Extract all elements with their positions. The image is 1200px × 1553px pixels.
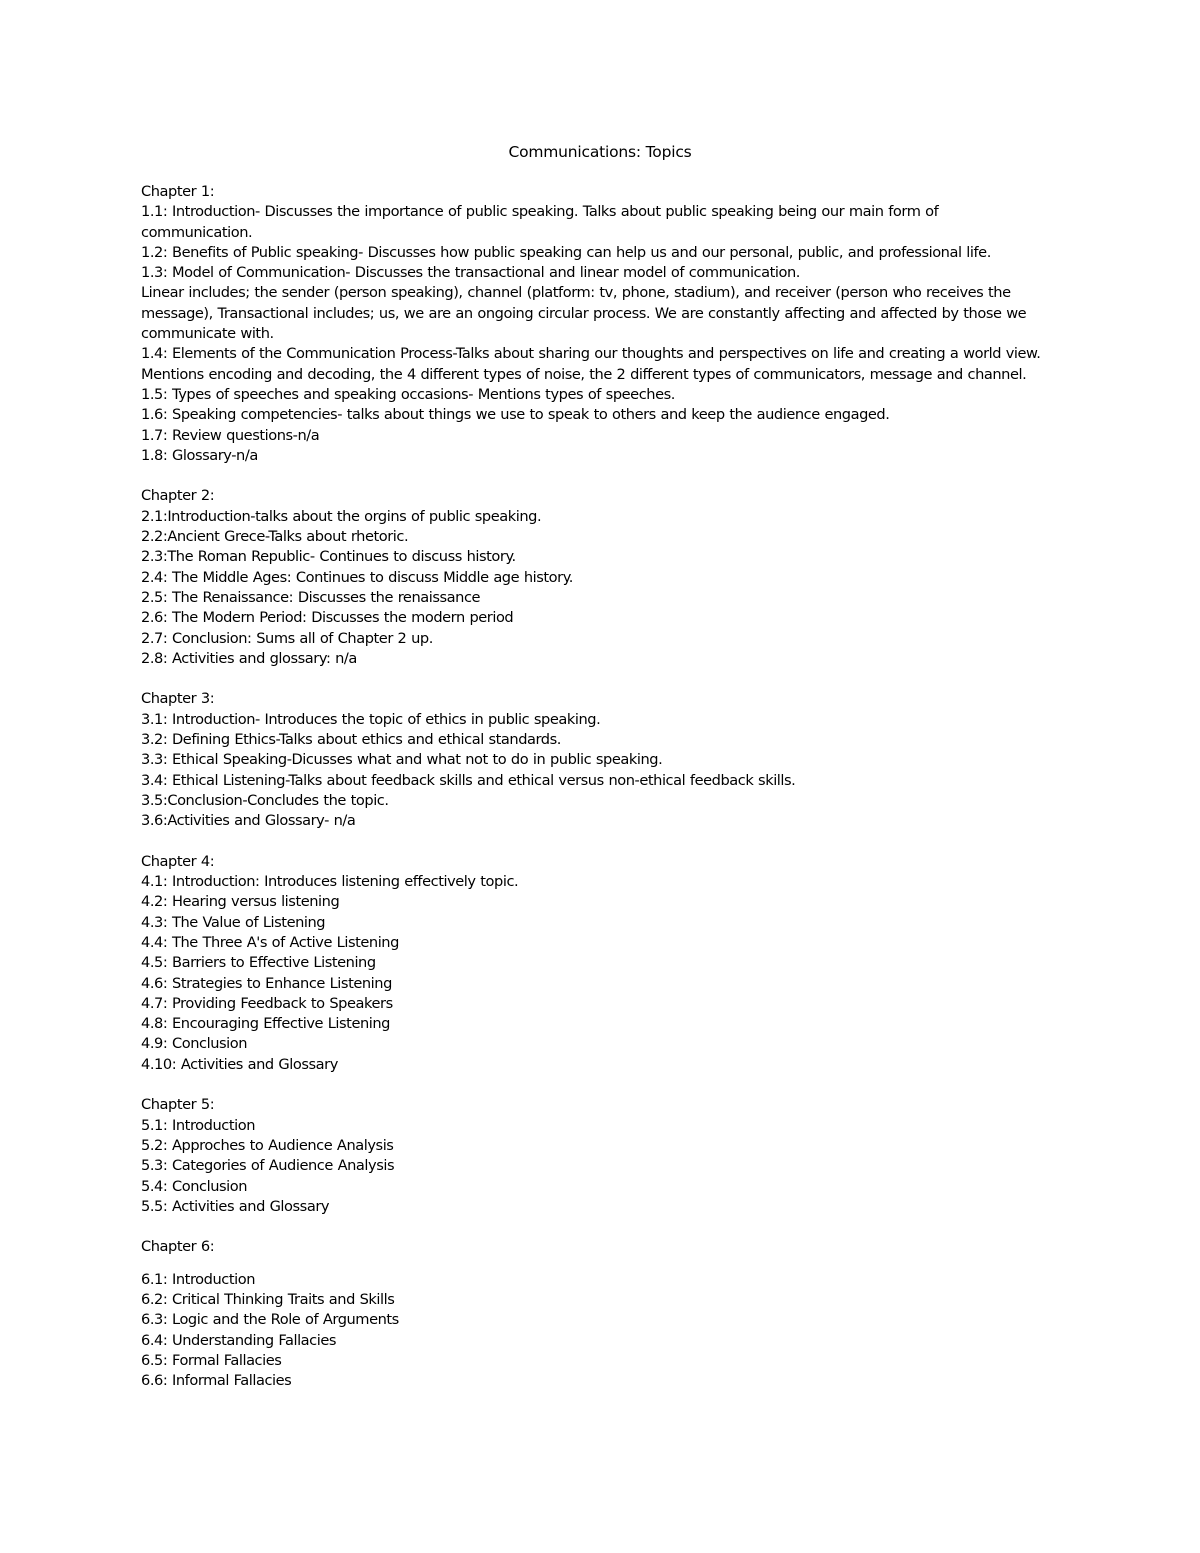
- topic-line: 2.7: Conclusion: Sums all of Chapter 2 up.: [141, 629, 433, 647]
- chapter-5-section: [141, 1095, 1051, 1217]
- topic-line: 1.1: Introduction- Discusses the importance of public speaking. Talks about public speaking being our main form of communication.: [141, 203, 939, 241]
- topic-line: 3.6:Activities and Glossary- n/a: [141, 812, 356, 830]
- topic-line: 4.2: Hearing versus listening: [141, 893, 340, 911]
- topic-line: 3.4: Ethical Listening-Talks about feedback skills and ethical versus non-ethical feedback skills.: [141, 771, 796, 789]
- topic-line: 3.2: Defining Ethics-Talks about ethics and ethical standards.: [141, 731, 561, 749]
- topic-line: 6.6: Informal Fallacies: [141, 1372, 292, 1390]
- chapter-heading: Chapter 3:: [141, 690, 215, 708]
- topic-line: 2.2:Ancient Grece-Talks about rhetoric.: [141, 528, 409, 546]
- topic-line: 2.6: The Modern Period: Discusses the modern period: [141, 609, 514, 627]
- topic-line: 4.6: Strategies to Enhance Listening: [141, 974, 392, 992]
- topic-line: 6.2: Critical Thinking Traits and Skills: [141, 1291, 395, 1309]
- chapter-1-section: [141, 182, 1051, 466]
- topic-line: 4.3: The Value of Listening: [141, 913, 326, 931]
- chapter-heading: Chapter 2:: [141, 487, 215, 505]
- topic-line: 6.4: Understanding Fallacies: [141, 1331, 337, 1349]
- topic-line: Linear includes; the sender (person speaking), channel (platform: tv, phone, stadium), and receiver (person who receives the message), Transactional includes; us, we are an ongoing circular process. We are constantly affecting and affected by those we communicate with.: [141, 284, 1027, 343]
- topic-line: 5.3: Categories of Audience Analysis: [141, 1157, 395, 1175]
- topic-line: 1.8: Glossary-n/a: [141, 446, 258, 464]
- topic-line: 3.5:Conclusion-Concludes the topic.: [141, 791, 389, 809]
- topic-line: 4.1: Introduction: Introduces listening effectively topic.: [141, 873, 519, 891]
- topic-line: 3.1: Introduction- Introduces the topic of ethics in public speaking.: [141, 710, 601, 728]
- topic-line: 6.1: Introduction: [141, 1270, 255, 1288]
- chapter-heading: Chapter 4:: [141, 852, 215, 870]
- topic-line: 5.1: Introduction: [141, 1116, 255, 1134]
- topic-line: 4.7: Providing Feedback to Speakers: [141, 994, 393, 1012]
- topic-line: 4.4: The Three A's of Active Listening: [141, 933, 399, 951]
- chapter-heading: Chapter 6:: [141, 1238, 215, 1256]
- chapter-6-section: [141, 1237, 1051, 1391]
- topic-line: 1.2: Benefits of Public speaking- Discusses how public speaking can help us and our personal, public, and professional life.: [141, 243, 991, 261]
- topic-line: 4.5: Barriers to Effective Listening: [141, 954, 376, 972]
- chapter-heading: Chapter 1:: [141, 183, 215, 200]
- topic-line: 1.7: Review questions-n/a: [141, 426, 320, 444]
- topic-line: 4.10: Activities and Glossary: [141, 1055, 338, 1073]
- topic-line: 5.2: Approches to Audience Analysis: [141, 1136, 394, 1154]
- topic-line: 2.8: Activities and glossary: n/a: [141, 649, 357, 667]
- chapter-2-section: [141, 486, 1051, 669]
- topic-line: 1.3: Model of Communication- Discusses the transactional and linear model of communication.: [141, 264, 800, 282]
- topic-line: 1.6: Speaking competencies- talks about things we use to speak to others and keep the audience engaged.: [141, 406, 890, 424]
- topic-line: 1.5: Types of speeches and speaking occasions- Mentions types of speeches.: [141, 385, 675, 403]
- topic-line: 4.9: Conclusion: [141, 1035, 248, 1053]
- topic-line: 5.4: Conclusion: [141, 1177, 248, 1195]
- chapter-3-section: [141, 689, 1051, 831]
- topic-line: 6.5: Formal Fallacies: [141, 1351, 282, 1369]
- topic-line: 5.5: Activities and Glossary: [141, 1197, 330, 1215]
- topic-line: 1.4: Elements of the Communication Process-Talks about sharing our thoughts and perspectives on life and creating a world view. Mentions encoding and decoding, the 4 different types of noise, the 2 different types of communicators, message and channel.: [141, 345, 1041, 383]
- document-body: [141, 182, 1051, 1412]
- topic-line: 4.8: Encouraging Effective Listening: [141, 1015, 390, 1033]
- topic-line: 2.1:Introduction-talks about the orgins of public speaking.: [141, 507, 542, 525]
- chapter-heading: Chapter 5:: [141, 1096, 215, 1114]
- topic-line: 2.3:The Roman Republic- Continues to discuss history.: [141, 548, 516, 566]
- document-title: Communications: Topics: [508, 143, 692, 161]
- topic-line: 6.3: Logic and the Role of Arguments: [141, 1311, 399, 1329]
- topic-line: 2.5: The Renaissance: Discusses the renaissance: [141, 588, 481, 606]
- chapter-4-section: [141, 852, 1051, 1075]
- topic-line: 3.3: Ethical Speaking-Dicusses what and what not to do in public speaking.: [141, 751, 663, 769]
- topic-line: 2.4: The Middle Ages: Continues to discuss Middle age history.: [141, 568, 573, 586]
